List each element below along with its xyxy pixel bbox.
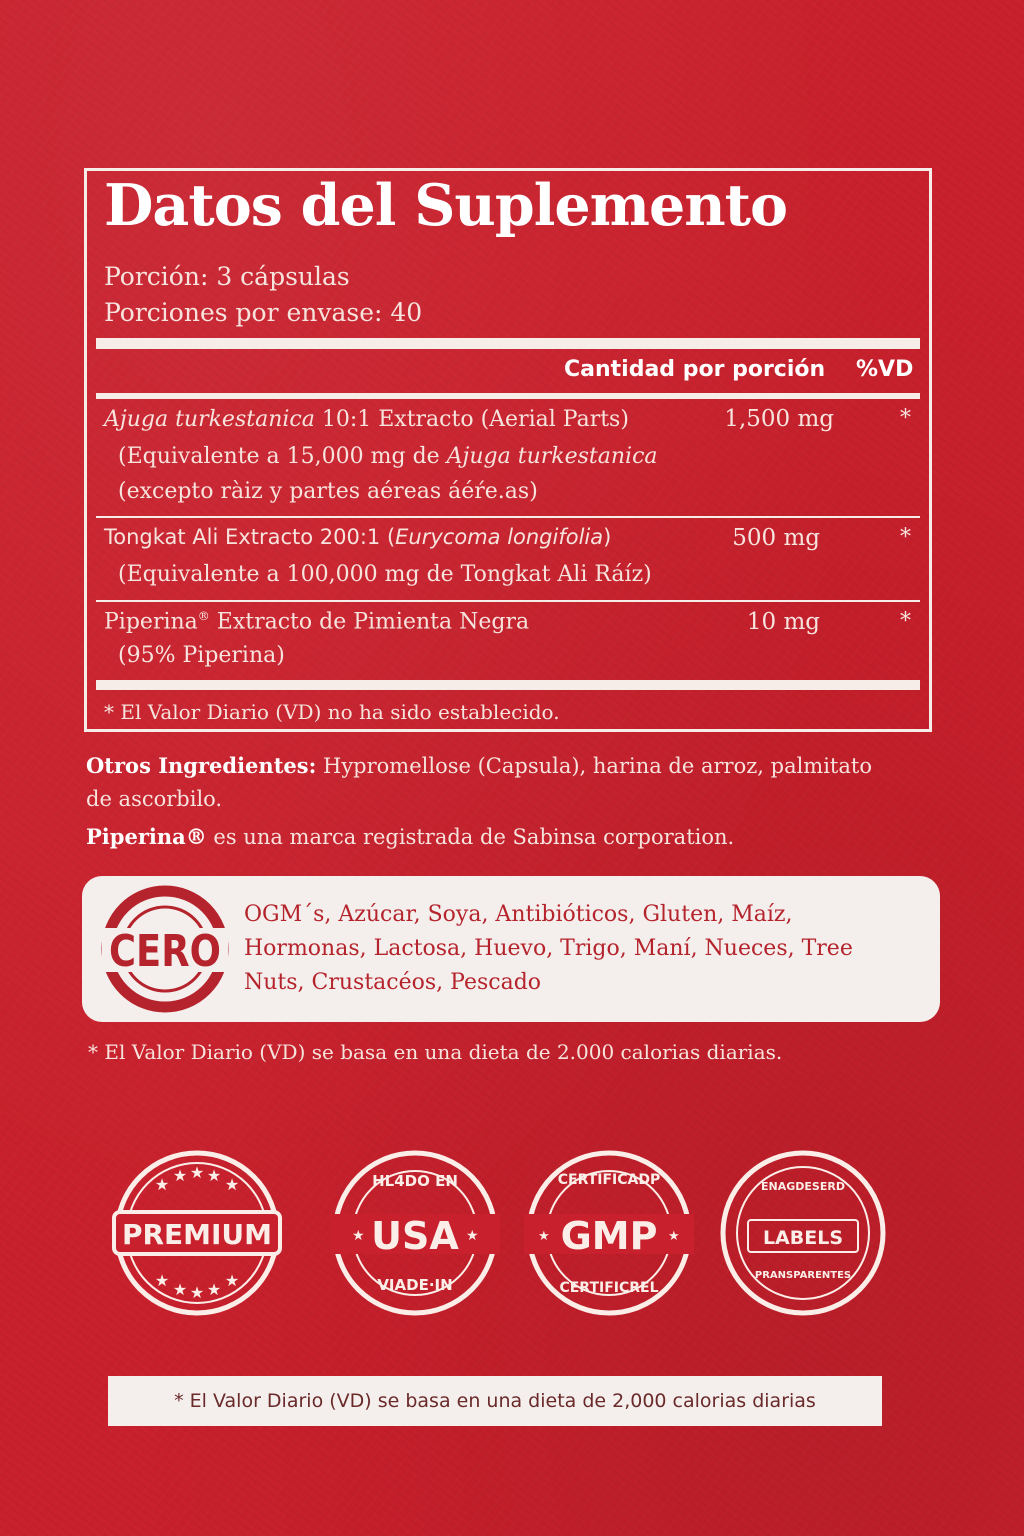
svg-text:★: ★ — [206, 1280, 222, 1299]
free-from-line: Hormonas, Lactosa, Huevo, Trigo, Maní, Nueces, Tree — [244, 936, 853, 961]
thick-divider — [96, 338, 920, 349]
medium-divider — [96, 393, 920, 399]
labels-label: LABELS — [762, 1227, 844, 1249]
premium-label: PREMIUM — [122, 1218, 272, 1251]
thick-divider — [96, 680, 920, 690]
svg-text:★: ★ — [154, 1175, 170, 1194]
daily-value-note: * El Valor Diario (VD) se basa en una dieta de 2.000 calorias diarias. — [88, 1040, 783, 1064]
thin-divider — [96, 516, 920, 518]
svg-text:★: ★ — [224, 1271, 240, 1290]
svg-text:★: ★ — [206, 1166, 222, 1185]
usa-bottom-text: VIADE·IN — [377, 1276, 453, 1294]
labels-top-text: ENAGDESERD — [761, 1180, 845, 1193]
star-icon: ★ — [466, 1228, 479, 1244]
ingredient-tongkat-dv: * — [900, 525, 911, 550]
ingredient-tongkat-equivalent: (Equivalente a 100,000 mg de Tongkat Ali Ráíz) — [118, 562, 652, 587]
ingredient-piperina-dv: * — [900, 609, 911, 634]
ingredient-tongkat-amount: 500 mg — [732, 525, 820, 551]
svg-text:★: ★ — [224, 1175, 240, 1194]
gmp-top-text: CERTIFICADP — [557, 1172, 661, 1188]
servings-per-container: Porciones por envase: 40 — [104, 298, 423, 327]
ingredient-ajuga-name: Ajuga turkestanica 10:1 Extracto (Aerial Parts) — [104, 407, 629, 432]
trademark-note: Piperina® es una marca registrada de Sabinsa corporation. — [86, 824, 735, 849]
ingredient-piperina-name: Piperina® Extracto de Pimienta Negra — [104, 609, 530, 635]
svg-text:★: ★ — [189, 1283, 205, 1302]
star-icon: ★ — [352, 1228, 365, 1244]
ingredient-ajuga-dv: * — [900, 406, 911, 431]
free-from-line: OGM´s, Azúcar, Soya, Antibióticos, Gluten, Maíz, — [244, 902, 793, 927]
svg-text:★: ★ — [189, 1163, 205, 1182]
column-header-amount: Cantidad por porción — [564, 357, 826, 382]
premium-badge — [112, 1148, 282, 1318]
ingredient-ajuga-amount: 1,500 mg — [724, 406, 834, 432]
labels-bottom-text: PRANSPARENTES — [754, 1270, 852, 1281]
svg-text:★: ★ — [172, 1280, 188, 1299]
gmp-certified-badge — [524, 1148, 694, 1318]
thin-divider — [96, 600, 920, 602]
cero-logo-text: CERO — [109, 926, 221, 977]
bottom-note-text: * El Valor Diario (VD) se basa en una dieta de 2,000 calorias diarias — [174, 1390, 816, 1412]
usa-top-text: HL4DO EN — [372, 1172, 458, 1190]
ingredient-ajuga-note: (excepto ràiz y partes aéreas áéŕe.as) — [118, 479, 538, 504]
ingredient-ajuga-equivalent: (Equivalente a 15,000 mg de Ajuga turkestanica — [118, 444, 658, 469]
facts-title: Datos del Suplemento — [104, 172, 788, 239]
gmp-bottom-text: CERTIFICREL — [559, 1280, 659, 1296]
column-header-dv: %VD — [856, 357, 914, 382]
star-icon: ★ — [668, 1229, 680, 1244]
transparent-labels-badge — [718, 1148, 888, 1318]
cero-icon — [100, 884, 230, 1014]
dv-not-established-note: * El Valor Diario (VD) no ha sido establecido. — [104, 700, 560, 724]
free-from-list — [244, 898, 924, 1000]
ingredient-tongkat-name: Tongkat Ali Extracto 200:1 (Eurycoma longifolia) — [104, 525, 612, 549]
star-icon: ★ — [538, 1229, 550, 1244]
usa-label: USA — [371, 1214, 459, 1258]
ingredient-piperina-concentration: (95% Piperina) — [118, 643, 285, 668]
other-ingredients: Otros Ingredientes: Hypromellose (Capsula), harina de arroz, palmitato — [86, 753, 872, 778]
other-ingredients-continued: de ascorbilo. — [86, 787, 223, 811]
gmp-label: GMP — [560, 1214, 658, 1258]
serving-size: Porción: 3 cápsulas — [104, 262, 350, 291]
free-from-line: Nuts, Crustacéos, Pescado — [244, 970, 542, 995]
ingredient-piperina-amount: 10 mg — [746, 609, 820, 635]
svg-text:★: ★ — [154, 1271, 170, 1290]
svg-text:★: ★ — [172, 1166, 188, 1185]
made-in-usa-badge — [330, 1148, 500, 1318]
